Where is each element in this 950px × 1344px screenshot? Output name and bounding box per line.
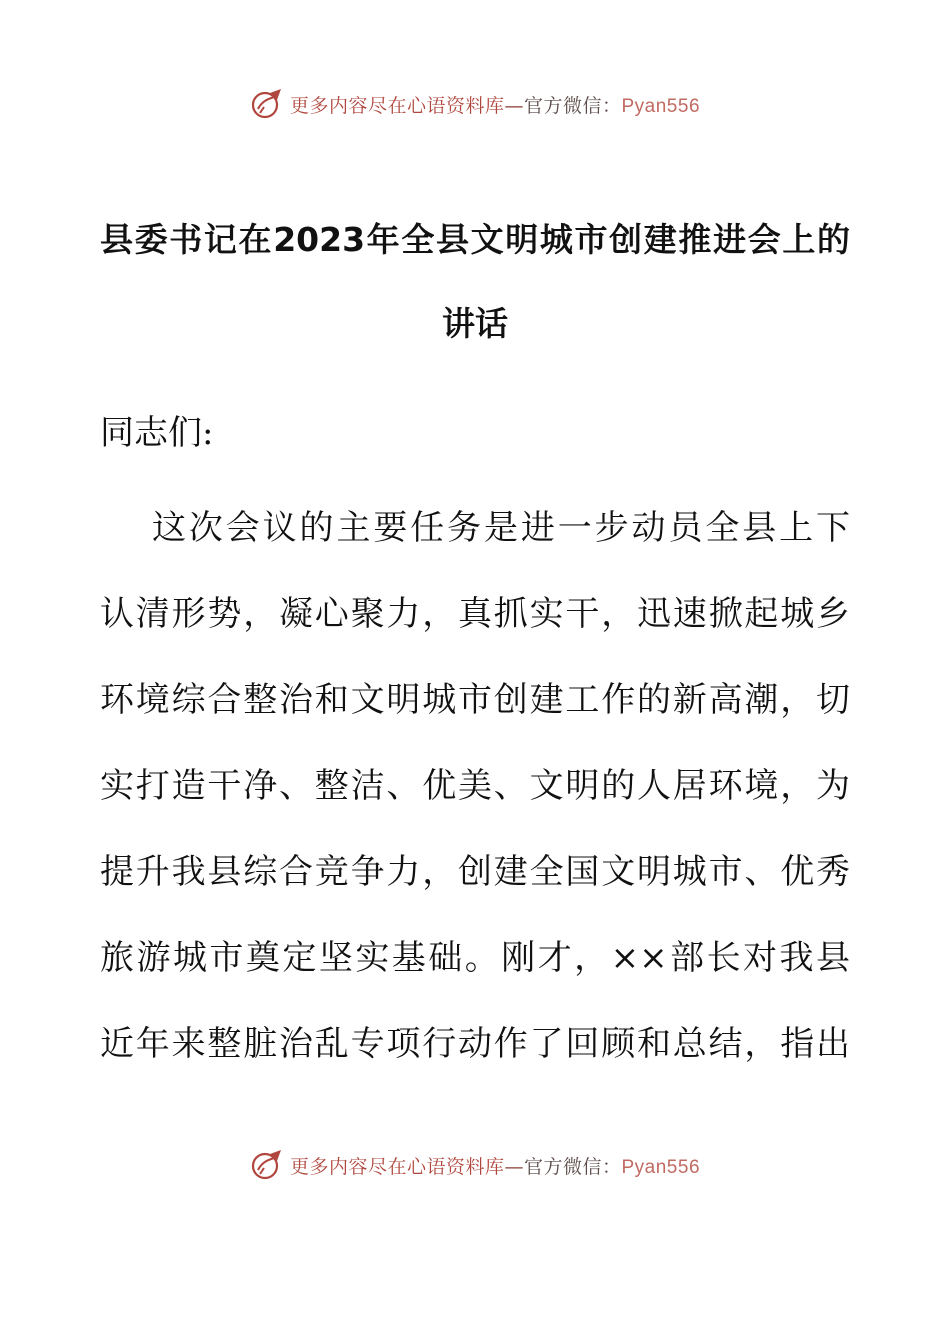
banner-text [290,91,700,118]
body-line: 实打造干净、整洁、优美、文明的人居环境，为 [100,766,850,806]
banner-dash: — [504,1155,524,1178]
wechat-id: Pyan556 [621,95,701,117]
banner-text [290,1152,700,1179]
document-title-line-1: 县委书记在2023年全县文明城市创建推进会上的 [100,220,850,259]
body-line: 提升我县综合竞争力，创建全国文明城市、优秀 [100,852,850,892]
salutation: 同志们: [100,413,214,453]
footer-banner [0,1143,950,1187]
banner-content [250,1148,700,1182]
banner-content [250,87,700,121]
pen-logo-icon [250,1148,284,1182]
body-line: 这次会议的主要任务是进一步动员全县上下 [152,508,850,548]
banner-dash: — [504,94,524,117]
body-line: 环境综合整治和文明城市创建工作的新高潮，切 [100,680,850,720]
document-title-line-2: 讲话 [442,304,508,343]
header-banner [0,82,950,126]
wechat-label: 官方微信： [523,1155,622,1178]
body-line: 认清形势，凝心聚力，真抓实干，迅速掀起城乡 [100,594,850,634]
body-line: 旅游城市奠定坚实基础。刚才，××部长对我县 [100,938,850,978]
wechat-id: Pyan556 [621,1156,701,1178]
wechat-label: 官方微信： [523,94,622,117]
banner-slogan: 更多内容尽在心语资料库 [289,94,505,117]
body-line: 近年来整脏治乱专项行动作了回顾和总结，指出 [100,1024,850,1064]
pen-logo-icon [250,87,284,121]
banner-slogan: 更多内容尽在心语资料库 [289,1155,505,1178]
